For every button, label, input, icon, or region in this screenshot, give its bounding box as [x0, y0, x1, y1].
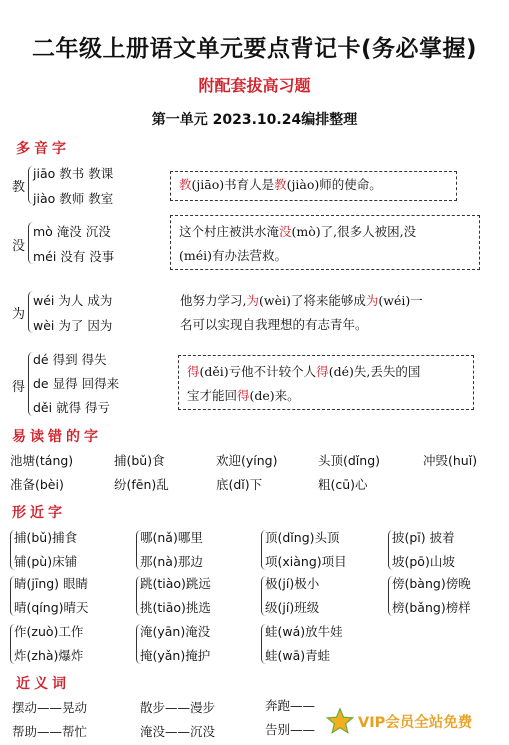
- similar-char-item: 坡(pō)山坡: [392, 554, 455, 569]
- synonym-heading: 近义词: [16, 676, 70, 692]
- synonym-pair: 散步——漫步: [140, 700, 216, 715]
- example-sentence-box: [170, 171, 457, 201]
- polyphone-char: 得: [12, 380, 26, 395]
- misread-item: 捕(bǔ)食: [114, 453, 165, 468]
- synonym-pair: 告别——: [265, 722, 316, 737]
- highlight-char: 得: [187, 364, 200, 379]
- page-subtitle: 附配套拔高习题: [198, 76, 311, 95]
- highlight-char: 教: [274, 177, 287, 192]
- sentence-text: (wéi)一: [378, 293, 423, 308]
- sentence-text: (mò)了,很多人被困,没: [291, 224, 417, 239]
- synonym-pair: 帮助——帮忙: [12, 724, 88, 739]
- similar-char-item: 蛙(wā)青蛙: [265, 648, 331, 663]
- sentence-text: (wèi)了将来能够成: [259, 293, 366, 308]
- sentence-text: (děi)亏他不计较个人: [199, 364, 317, 379]
- sentence-text: (jiāo)书育人是: [191, 177, 275, 192]
- similar-char-item: 榜(bǎng)榜样: [392, 600, 471, 615]
- similar-char-item: 级(jí)班级: [265, 600, 320, 615]
- example-sentence-box: [170, 215, 480, 270]
- reading-2: méi 没有 没事: [33, 249, 115, 264]
- example-sentence-box: [178, 355, 474, 410]
- misread-heading: 易读错的字: [12, 429, 102, 445]
- misread-item: 粗(cū)心: [318, 477, 368, 492]
- polyphone-char: 为: [12, 307, 26, 322]
- misread-item: 冲毁(huǐ): [423, 453, 478, 468]
- misread-item: 底(dǐ)下: [216, 477, 263, 492]
- highlight-char: 为: [365, 293, 379, 308]
- similar-char-item: 极(jí)极小: [265, 576, 320, 591]
- similar-heading: 形近字: [12, 505, 66, 521]
- similar-char-item: 铺(pù)床铺: [14, 554, 78, 569]
- sentence-text: 名可以实现自我理想的有志青年。: [180, 317, 368, 332]
- example-sentence-box: [172, 285, 472, 339]
- similar-char-item: 那(nà)那边: [140, 554, 203, 569]
- highlight-char: 教: [179, 177, 192, 192]
- similar-char-item: 晴(qíng)晴天: [14, 600, 89, 615]
- reading-3: děi 就得 得亏: [33, 400, 111, 415]
- similar-char-item: 顶(dǐng)头顶: [265, 530, 340, 545]
- similar-char-item: 蛙(wá)放牛娃: [265, 624, 343, 639]
- reading-1: mò 淹没 沉没: [33, 224, 111, 239]
- similar-char-item: 披(pī) 披着: [392, 530, 455, 545]
- similar-char-item: 捕(bǔ)捕食: [14, 530, 78, 545]
- watermark-text: VIP会员全站免费: [358, 714, 473, 731]
- sentence-text: (méi)有办法营救。: [179, 248, 288, 263]
- highlight-char: 得: [316, 364, 329, 379]
- similar-char-item: 傍(bàng)傍晚: [392, 576, 471, 591]
- misread-item: 准备(bèi): [10, 477, 64, 492]
- reading-2: de 显得 回得来: [33, 376, 120, 391]
- similar-char-item: 炸(zhà)爆炸: [14, 648, 84, 663]
- reading-1: wéi 为人 成为: [33, 293, 113, 308]
- synonym-pair: 淹没——沉没: [140, 724, 216, 739]
- highlight-char: 为: [246, 293, 259, 308]
- star-icon: [326, 707, 354, 735]
- similar-char-item: 睛(jīng) 眼睛: [14, 576, 89, 591]
- similar-char-item: 跳(tiào)跳远: [140, 576, 211, 591]
- similar-char-item: 项(xiàng)项目: [265, 554, 347, 569]
- reading-2: jiào 教师 教室: [33, 191, 114, 206]
- sentence-text: 宝才能回: [187, 388, 238, 403]
- synonym-pair: 奔跑——: [265, 698, 316, 713]
- sentence-text: (jiào)师的使命。: [286, 177, 382, 192]
- highlight-char: 得: [237, 388, 250, 403]
- similar-char-item: 哪(nǎ)哪里: [140, 530, 203, 545]
- similar-char-item: 掩(yǎn)掩护: [140, 648, 211, 663]
- sentence-text: 他努力学习,: [180, 293, 247, 308]
- page-title: 二年级上册语文单元要点背记卡(务必掌握): [31, 36, 478, 62]
- sentence-text: (de)来。: [249, 388, 300, 403]
- polyphone-char: 教: [12, 180, 26, 195]
- misread-item: 头顶(dǐng): [318, 453, 381, 468]
- polyphone-char: 没: [12, 239, 26, 254]
- reading-1: jiāo 教书 教课: [33, 166, 114, 181]
- unit-line: 第一单元 2023.10.24编排整理: [151, 112, 358, 128]
- highlight-char: 没: [279, 224, 292, 239]
- sentence-text: (dé)失,丢失的国: [328, 364, 421, 379]
- reading-1: dé 得到 得失: [33, 352, 107, 367]
- similar-char-item: 挑(tiāo)挑选: [140, 600, 211, 615]
- misread-item: 纷(fēn)乱: [114, 477, 169, 492]
- sentence-text: 这个村庄被洪水淹: [179, 224, 280, 239]
- misread-item: 池塘(táng): [10, 453, 74, 468]
- similar-char-item: 作(zuò)工作: [14, 624, 84, 639]
- polyphone-heading: 多音字: [16, 141, 70, 157]
- reading-2: wèi 为了 因为: [33, 318, 113, 333]
- vip-watermark[interactable]: [326, 705, 509, 737]
- synonym-pair: 摆动——晃动: [12, 700, 88, 715]
- misread-item: 欢迎(yíng): [216, 453, 278, 468]
- similar-char-item: 淹(yān)淹没: [140, 624, 211, 639]
